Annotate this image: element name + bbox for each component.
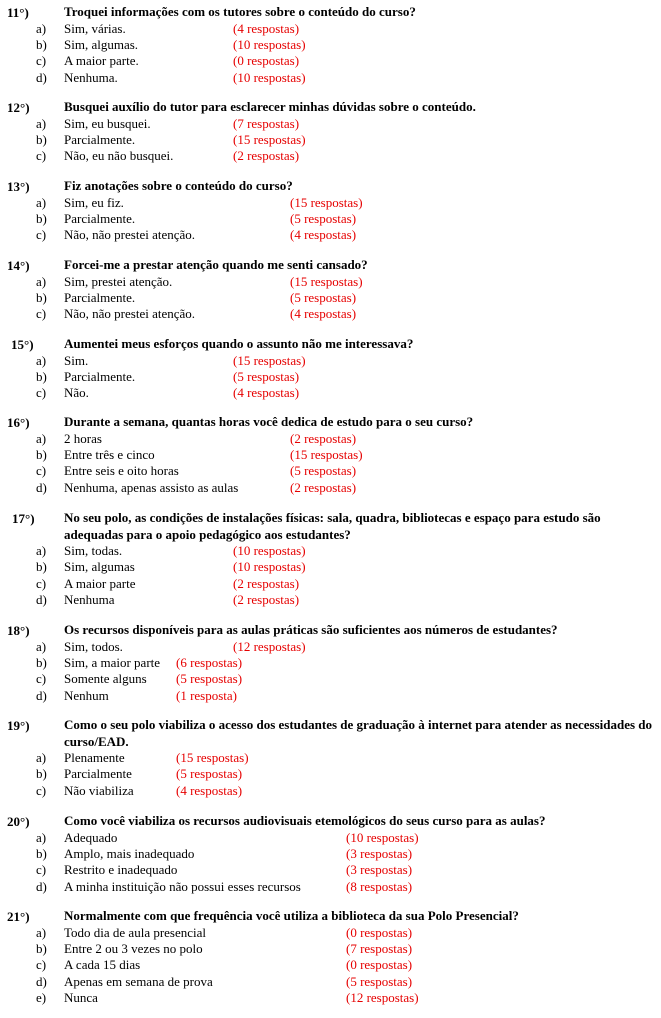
- answer-option: [0, 37, 661, 53]
- option-letter: c): [36, 575, 47, 591]
- option-text: Não.: [64, 385, 89, 401]
- option-letter: e): [36, 990, 47, 1006]
- response-count: (15 respostas): [176, 750, 249, 765]
- option-text: Sim.: [64, 352, 89, 368]
- question-number: 16°): [7, 415, 30, 430]
- question-number: 21°): [7, 909, 30, 924]
- answer-option: [0, 957, 661, 973]
- question-number: 14°): [7, 258, 30, 273]
- response-count: (7 respostas): [233, 115, 300, 131]
- response-count: (2 respostas): [233, 592, 300, 608]
- response-count: (10 respostas): [233, 36, 306, 52]
- response-count: (5 respostas): [290, 289, 357, 305]
- response-count: (12 respostas): [233, 638, 306, 654]
- response-count: (5 respostas): [233, 368, 300, 384]
- answer-option: [0, 830, 661, 846]
- option-text: A cada 15 dias: [64, 957, 141, 973]
- answer-option: [0, 53, 661, 69]
- question-block: [0, 178, 661, 244]
- option-letter: d): [36, 878, 47, 894]
- answer-option: [0, 925, 661, 941]
- option-letter: c): [36, 957, 47, 973]
- response-count: (10 respostas): [346, 829, 419, 845]
- question-block: [0, 257, 661, 323]
- question-number: 19°): [7, 718, 30, 733]
- question-text: Como você viabiliza os recursos audiovisuais etemológicos do seus curso para as aulas?: [64, 813, 546, 828]
- question-block: [0, 4, 661, 86]
- option-letter: c): [36, 463, 47, 479]
- response-count: (15 respostas): [290, 194, 363, 210]
- option-letter: b): [36, 654, 47, 670]
- option-text: Nenhuma.: [64, 69, 118, 85]
- answer-option: [0, 480, 661, 496]
- option-letter: c): [36, 53, 47, 69]
- answer-option: [0, 559, 661, 575]
- question-text: Aumentei meus esforços quando o assunto não me interessava?: [64, 336, 414, 351]
- question-number: 11°): [7, 5, 29, 20]
- response-count: (3 respostas): [346, 845, 413, 861]
- answer-option: [0, 195, 661, 211]
- option-text: Nenhuma, apenas assisto as aulas: [64, 479, 239, 495]
- option-letter: a): [36, 352, 47, 368]
- answer-option: [0, 990, 661, 1006]
- question-block: [0, 99, 661, 165]
- answer-option: [0, 879, 661, 895]
- option-text: Amplo, mais inadequado: [64, 845, 195, 861]
- answer-option: [0, 274, 661, 290]
- answer-option: [0, 862, 661, 878]
- question-text: Busquei auxílio do tutor para esclarecer minhas dúvidas sobre o conteúdo.: [64, 99, 476, 114]
- option-text: Não viabiliza: [64, 782, 134, 798]
- option-letter: d): [36, 479, 47, 495]
- option-text: Entre 2 ou 3 vezes no polo: [64, 940, 203, 956]
- response-count: (5 respostas): [176, 671, 243, 687]
- response-count: (0 respostas): [233, 53, 300, 69]
- option-letter: c): [36, 671, 47, 687]
- option-text: Parcialmente: [64, 766, 132, 782]
- option-text: Nenhum: [64, 687, 109, 703]
- answer-option: [0, 576, 661, 592]
- option-text: Nunca: [64, 990, 98, 1006]
- response-count: (10 respostas): [233, 69, 306, 85]
- answer-option: [0, 592, 661, 608]
- answer-option: [0, 671, 661, 687]
- question-block: [0, 622, 661, 704]
- option-text: A maior parte: [64, 575, 136, 591]
- option-letter: a): [36, 829, 47, 845]
- question-number: 13°): [7, 179, 30, 194]
- question-text: Troquei informações com os tutores sobre o conteúdo do curso?: [64, 4, 416, 19]
- answer-option: [0, 463, 661, 479]
- option-text: Adequado: [64, 829, 118, 845]
- response-count: (4 respostas): [290, 306, 357, 322]
- option-letter: c): [36, 385, 47, 401]
- option-letter: a): [36, 638, 47, 654]
- option-text: Entre três e cinco: [64, 446, 155, 462]
- option-letter: b): [36, 36, 47, 52]
- response-count: (2 respostas): [233, 575, 300, 591]
- response-count: (15 respostas): [290, 273, 363, 289]
- question-block: [0, 717, 661, 799]
- option-letter: b): [36, 845, 47, 861]
- response-count: (2 respostas): [290, 479, 357, 495]
- question-block: [0, 510, 661, 609]
- option-text: Parcialmente.: [64, 131, 136, 147]
- response-count: (12 respostas): [346, 990, 419, 1006]
- option-letter: b): [36, 131, 47, 147]
- answer-option: [0, 766, 661, 782]
- answer-option: [0, 655, 661, 671]
- response-count: (5 respostas): [290, 463, 357, 479]
- option-text: Não, eu não busquei.: [64, 148, 174, 164]
- response-count: (15 respostas): [290, 446, 363, 462]
- response-count: (6 respostas): [176, 654, 243, 670]
- answer-option: [0, 688, 661, 704]
- option-text: Entre seis e oito horas: [64, 463, 179, 479]
- response-count: (2 respostas): [290, 430, 357, 446]
- question-block: [0, 908, 661, 1006]
- option-text: Somente alguns: [64, 671, 147, 687]
- option-letter: b): [36, 289, 47, 305]
- option-text: 2 horas: [64, 430, 102, 446]
- option-text: Sim, algumas: [64, 559, 135, 575]
- option-letter: b): [36, 940, 47, 956]
- option-letter: b): [36, 766, 47, 782]
- option-letter: a): [36, 20, 47, 36]
- option-text: A maior parte.: [64, 53, 139, 69]
- option-text: Apenas em semana de prova: [64, 973, 213, 989]
- option-letter: d): [36, 69, 47, 85]
- option-text: Sim, algumas.: [64, 36, 139, 52]
- question-text: Durante a semana, quantas horas você dedica de estudo para o seu curso?: [64, 414, 474, 429]
- question-number: 12°): [7, 100, 30, 115]
- response-count: (4 respostas): [290, 227, 357, 243]
- answer-option: [0, 750, 661, 766]
- option-letter: a): [36, 750, 47, 765]
- option-text: Restrito e inadequado: [64, 862, 178, 878]
- answer-option: [0, 306, 661, 322]
- option-text: Parcialmente.: [64, 210, 136, 226]
- option-letter: d): [36, 592, 47, 608]
- answer-option: [0, 290, 661, 306]
- option-text: Todo dia de aula presencial: [64, 924, 207, 940]
- option-text: Parcialmente.: [64, 368, 136, 384]
- option-letter: d): [36, 687, 47, 703]
- option-letter: b): [36, 446, 47, 462]
- response-count: (10 respostas): [233, 543, 306, 558]
- option-letter: b): [36, 368, 47, 384]
- question-text: No seu polo, as condições de instalações físicas: sala, quadra, bibliotecas e espaço para estudo são adequadas para o apoio pedagógico aos estudantes?: [64, 510, 601, 542]
- option-text: Plenamente: [64, 750, 125, 765]
- answer-option: [0, 70, 661, 86]
- question-text: Os recursos disponíveis para as aulas práticas são suficientes aos números de estudantes?: [64, 622, 558, 637]
- answer-option: [0, 447, 661, 463]
- answer-option: [0, 227, 661, 243]
- answer-option: [0, 21, 661, 37]
- question-block: [0, 336, 661, 402]
- response-count: (2 respostas): [233, 148, 300, 164]
- question-number: 15°): [11, 337, 34, 352]
- answer-option: [0, 431, 661, 447]
- answer-option: [0, 639, 661, 655]
- response-count: (15 respostas): [233, 352, 306, 368]
- option-letter: b): [36, 559, 47, 575]
- answer-option: [0, 211, 661, 227]
- response-count: (4 respostas): [176, 782, 243, 798]
- response-count: (0 respostas): [346, 957, 413, 973]
- option-text: Sim, várias.: [64, 20, 126, 36]
- response-count: (1 resposta): [176, 687, 238, 703]
- answer-option: [0, 148, 661, 164]
- option-text: Não, não prestei atenção.: [64, 306, 196, 322]
- option-text: A minha instituição não possui esses recursos: [64, 878, 301, 894]
- response-count: (4 respostas): [233, 20, 300, 36]
- response-count: (5 respostas): [346, 973, 413, 989]
- question-text: Fiz anotações sobre o conteúdo do curso?: [64, 178, 293, 193]
- response-count: (5 respostas): [176, 766, 243, 782]
- response-count: (10 respostas): [233, 559, 306, 575]
- option-letter: b): [36, 210, 47, 226]
- option-text: Sim, eu fiz.: [64, 194, 124, 210]
- question-number: 17°): [12, 511, 35, 526]
- option-letter: c): [36, 148, 47, 164]
- option-letter: c): [36, 306, 47, 322]
- option-text: Sim, todas.: [64, 543, 123, 558]
- option-letter: a): [36, 430, 47, 446]
- option-letter: c): [36, 862, 47, 878]
- question-block: [0, 813, 661, 895]
- option-text: Sim, prestei atenção.: [64, 273, 173, 289]
- answer-option: [0, 369, 661, 385]
- option-text: Sim, todos.: [64, 638, 123, 654]
- response-count: (3 respostas): [346, 862, 413, 878]
- option-text: Parcialmente.: [64, 289, 136, 305]
- option-letter: a): [36, 273, 47, 289]
- answer-option: [0, 846, 661, 862]
- response-count: (8 respostas): [346, 878, 413, 894]
- response-count: (5 respostas): [290, 210, 357, 226]
- answer-option: [0, 353, 661, 369]
- response-count: (4 respostas): [233, 385, 300, 401]
- option-text: Não, não prestei atenção.: [64, 227, 196, 243]
- question-block: [0, 414, 661, 496]
- question-text: Forcei-me a prestar atenção quando me senti cansado?: [64, 257, 368, 272]
- answer-option: [0, 132, 661, 148]
- response-count: (0 respostas): [346, 924, 413, 940]
- option-text: Sim, eu busquei.: [64, 115, 151, 131]
- option-letter: a): [36, 194, 47, 210]
- option-letter: c): [36, 782, 47, 798]
- option-letter: c): [36, 227, 47, 243]
- answer-option: [0, 543, 661, 559]
- option-letter: d): [36, 973, 47, 989]
- response-count: (15 respostas): [233, 131, 306, 147]
- option-letter: a): [36, 115, 47, 131]
- option-text: Nenhuma: [64, 592, 115, 608]
- question-text: Como o seu polo viabiliza o acesso dos estudantes de graduação à internet para atender as necessidades do curso/EAD.: [64, 717, 653, 749]
- option-text: Sim, a maior parte: [64, 654, 161, 670]
- answer-option: [0, 974, 661, 990]
- question-number: 18°): [7, 623, 30, 638]
- option-letter: a): [36, 543, 47, 558]
- question-number: 20°): [7, 814, 30, 829]
- option-letter: a): [36, 924, 47, 940]
- answer-option: [0, 385, 661, 401]
- answer-option: [0, 941, 661, 957]
- question-text: Normalmente com que frequência você utiliza a biblioteca da sua Polo Presencial?: [64, 908, 519, 923]
- answer-option: [0, 116, 661, 132]
- response-count: (7 respostas): [346, 940, 413, 956]
- answer-option: [0, 783, 661, 799]
